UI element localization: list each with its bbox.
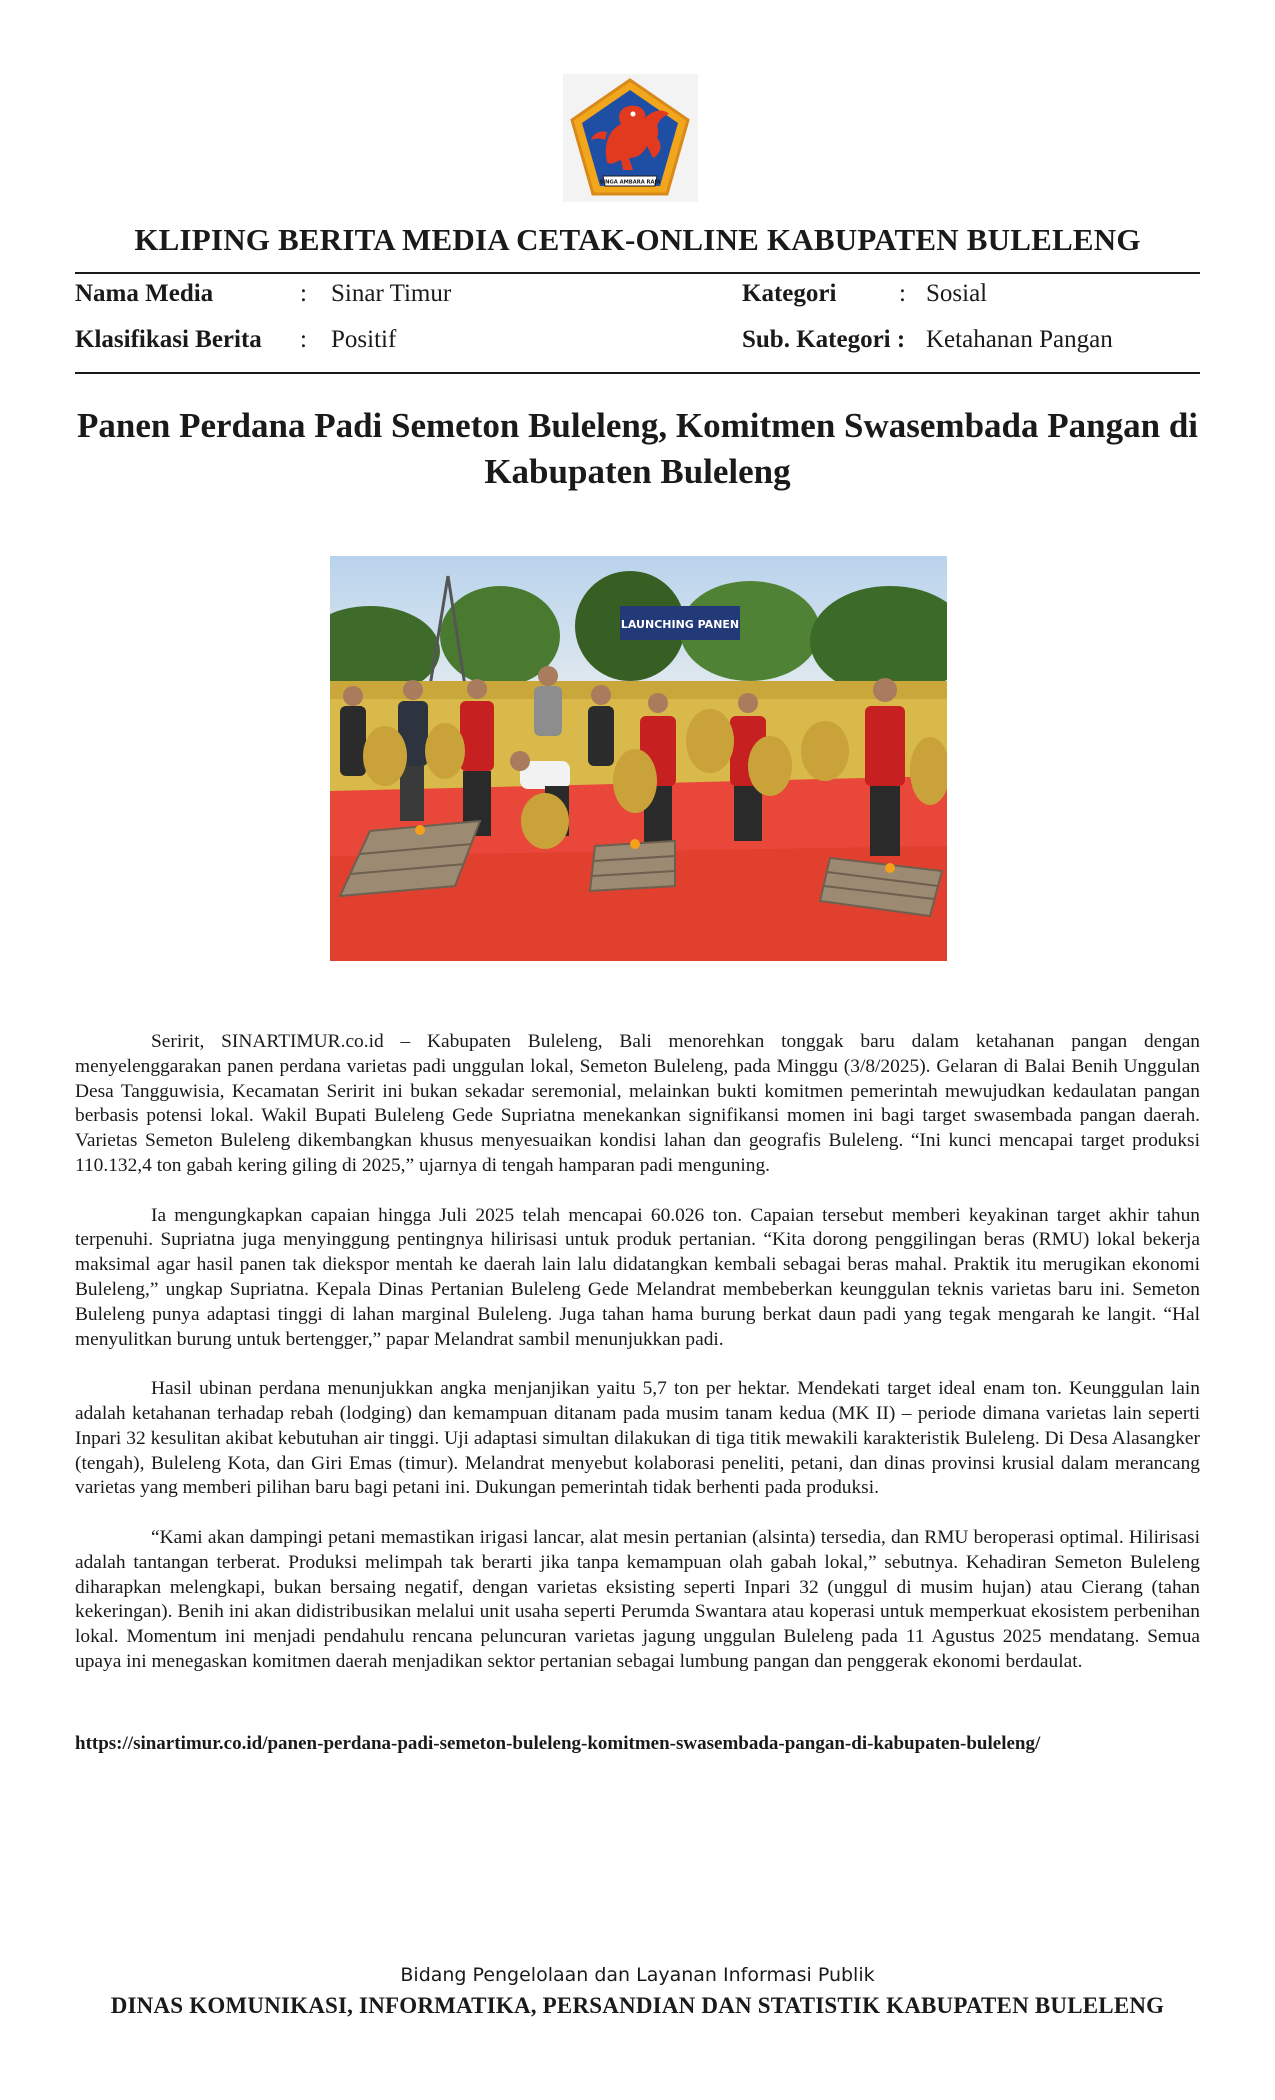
footer-division: Bidang Pengelolaan dan Layanan Informasi Publik <box>400 1964 875 1986</box>
photo-banner-text: LAUNCHING PANEN <box>620 618 740 631</box>
sub-kategori-value: Ketahanan Pangan <box>926 326 1113 353</box>
buleleng-regency-emblem-icon <box>563 74 698 202</box>
document-title: KLIPING BERITA MEDIA CETAK-ONLINE KABUPATEN BULELENG <box>134 222 1141 257</box>
article-paragraph-1: Seririt, SINARTIMUR.co.id – Kabupaten Buleleng, Bali menorehkan tonggak baru dalam ketahanan pangan dengan menyelenggarakan panen perdana varietas padi unggulan lokal, Semeton Buleleng, pada Minggu (3/8/2025). Gelaran di Balai Benih Unggulan Desa Tangguwisia, Kecamatan Seririt ini bukan sekadar seremonial, melainkan bukti komitmen pemerintah mewujudkan kedaulatan pangan berbasis potensi lokal. Wakil Bupati Buleleng Gede Supriatna menekankan signifikansi momen ini bagi target swasembada pangan daerah. Varietas Semeton Buleleng dikembangkan khusus menyesuaikan kondisi lahan dan geografis Buleleng. “Ini kunci mencapai target produksi 110.132,4 ton gabah kering giling di 2025,” ujarnya di tengah hamparan padi menguning. <box>75 1031 1200 1176</box>
article-body <box>75 1030 1200 1700</box>
emblem-motto: SINGA AMBARA RAJA <box>599 179 661 186</box>
klasifikasi-value: Positif <box>331 326 397 353</box>
sub-kategori-label: Sub. Kategori : <box>742 326 906 353</box>
divider-top <box>75 272 1200 274</box>
harvest-photo <box>330 556 947 961</box>
nama-media-value: Sinar Timur <box>331 280 452 307</box>
divider-bottom <box>75 372 1200 374</box>
nama-media-separator: : <box>300 280 307 307</box>
meta-row-2 <box>75 326 1200 362</box>
article-paragraph-2: Ia mengungkapkan capaian hingga Juli 2025 telah mencapai 60.026 ton. Capaian tersebut memberi keyakinan target akhir tahun terpenuhi. Supriatna juga menyinggung pentingnya hilirisasi untuk produk pertanian. “Kita dorong penggilingan beras (RMU) lokal bekerja maksimal agar hasil panen tak diekspor mentah ke daerah lain lalu didatangkan kembali sebagai beras mahal. Praktik itu merugikan ekonomi Buleleng,” ungkap Supriatna. Kepala Dinas Pertanian Buleleng Gede Melandrat membeberkan keunggulan teknis varietas baru ini. Semeton Buleleng punya adaptasi tinggi di lahan marginal Buleleng. Juga tahan hama burung berkat daun padi yang tegak mengarah ke langit. “Hal menyulitkan burung untuk bertengger,” papar Melandrat sambil menunjukkan padi. <box>75 1204 1200 1350</box>
footer-agency: DINAS KOMUNIKASI, INFORMATIKA, PERSANDIAN DAN STATISTIK KABUPATEN BULELENG <box>110 1993 1165 2018</box>
source-link[interactable]: https://sinartimur.co.id/panen-perdana-padi-semeton-buleleng-komitmen-swasembada-pangan-di-kabupaten-buleleng/ <box>75 1733 1041 1754</box>
kategori-label: Kategori <box>742 280 837 307</box>
meta-row-1 <box>75 280 1200 316</box>
article-title: Panen Perdana Padi Semeton Buleleng, Komitmen Swasembada Pangan di Kabupaten Buleleng <box>76 406 1199 491</box>
kategori-value: Sosial <box>926 280 988 307</box>
klasifikasi-label: Klasifikasi Berita <box>75 326 262 353</box>
article-paragraph-4: “Kami akan dampingi petani memastikan irigasi lancar, alat mesin pertanian (alsinta) tersedia, dan RMU beroperasi optimal. Hilirisasi adalah tantangan terberat. Produksi melimpah tak berarti jika tanpa kemampuan olah gabah lokal,” sebutnya. Kehadiran Semeton Buleleng diharapkan melengkapi, bukan bersaing negatif, dengan varietas eksisting seperti Inpari 32 (unggul di musim hujan) atau Cierang (tahan kekeringan). Benih ini akan didistribusikan melalui unit usaha seperti Perumda Swantara atau koperasi untuk memperkuat ekosistem perbenihan lokal. Momentum ini menjadi pendahulu rencana peluncuran varietas jagung unggulan Buleleng pada 11 Agustus 2025 mendatang. Semua upaya ini menegaskan komitmen daerah menjadikan sektor pertanian sebagai lumbung pangan dan penggerak ekonomi berdaulat. <box>75 1526 1200 1672</box>
kategori-separator: : <box>899 280 906 307</box>
klasifikasi-separator: : <box>300 326 307 353</box>
article-paragraph-3: Hasil ubinan perdana menunjukkan angka menjanjikan yaitu 5,7 ton per hektar. Mendekati target ideal enam ton. Keunggulan lain adalah ketahanan terhadap rebah (lodging) dan kemampuan ditanam pada musim tanam kedua (MK II) – periode dimana varietas lain seperti Inpari 32 kesulitan akibat kebutuhan air tinggi. Uji adaptasi simultan dilakukan di tiga titik mewakili karakteristik Buleleng. Di Desa Alasangker (tengah), Buleleng Kota, dan Giri Emas (timur). Melandrat menyebut kolaborasi peneliti, petani, dan dinas provinsi krusial dalam merancang varietas yang memberi pilihan baru bagi petani ini. Dukungan pemerintah tidak berhenti pada produksi. <box>75 1378 1200 1499</box>
nama-media-label: Nama Media <box>75 280 214 307</box>
